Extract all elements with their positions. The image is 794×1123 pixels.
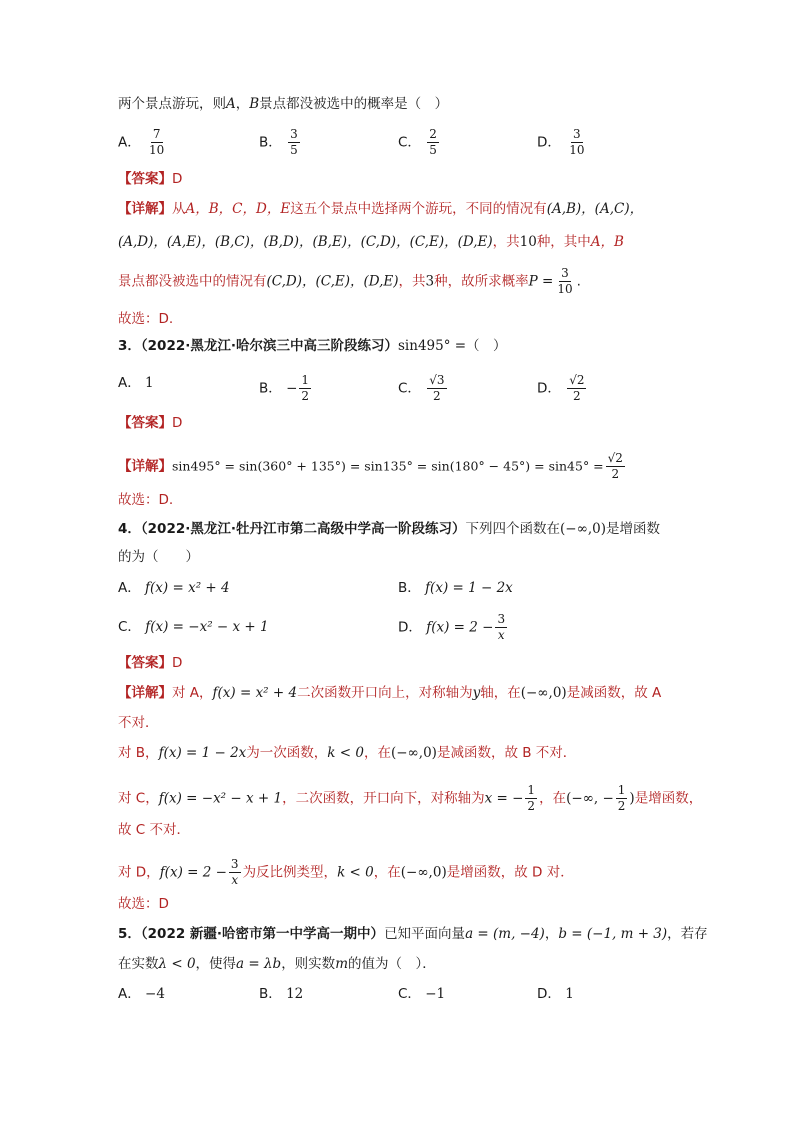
fraction-denominator: 10 (149, 143, 165, 157)
detail-text: 种，故所求概率 (434, 273, 529, 290)
fraction-denominator: 10 (569, 143, 585, 157)
question-source: （2022·黑龙江·牡丹江市第二高级中学高一阶段练习） (140, 521, 466, 537)
detail-interval: ) (629, 790, 635, 807)
q4-option-a (118, 578, 230, 598)
detail-text: 种，其中 (536, 234, 591, 250)
option-fraction (147, 127, 166, 158)
q4-option-b (398, 578, 513, 598)
stem-text: ，若存 (667, 926, 708, 942)
stem-text: 的值为（ ）． (348, 956, 436, 972)
detail-interval: (−∞,0) (390, 745, 437, 761)
question-number: 4． (118, 521, 141, 537)
detail-text: 对 D， (118, 864, 160, 881)
option-letter: C． (398, 134, 421, 151)
detail-number: 10 (519, 234, 537, 250)
detail-text: 景点都没被选中的情况有 (118, 273, 267, 290)
detail-math: y (472, 685, 481, 701)
stem-text: 是增函数 (605, 521, 660, 537)
detail-text: 二次函数开口向上，对称轴为 (297, 685, 473, 701)
q2-option-a (118, 127, 168, 158)
detail-math: P = (528, 273, 554, 290)
detail-text: 这五个景点中选择两个游玩，不同的情况有 (290, 201, 547, 217)
q4-detail-c (118, 783, 702, 814)
detail-fraction (606, 451, 625, 482)
q4-stem-line2: 的为（ ） (118, 549, 199, 565)
fraction-denominator: x (497, 628, 505, 642)
detail-math: f(x) = 2 − (159, 864, 227, 881)
answer-tag: 【答案】 (118, 415, 172, 431)
answer-value: D (172, 415, 183, 431)
q3-answer (118, 413, 182, 433)
question-number: 3． (118, 338, 141, 354)
q5-option-c (398, 984, 445, 1004)
q3-detail (118, 451, 627, 482)
q2-option-d (537, 127, 588, 158)
fraction-numerator: 1 (527, 783, 536, 797)
option-letter: B． (259, 380, 282, 397)
detail-math: f(x) = −x² − x + 1 (158, 790, 283, 807)
q4-option-c (118, 617, 269, 637)
answer-value: D (172, 171, 183, 187)
q2-stem-letter-a: A (226, 96, 236, 112)
fraction-numerator: 7 (152, 127, 161, 141)
stem-text: 下列四个函数在 (465, 521, 560, 537)
option-text: 12 (286, 986, 304, 1002)
stem-text: ， (544, 926, 559, 942)
q2-stem-text-a: 两个景点游玩，则 (118, 96, 226, 112)
q4-answer (118, 653, 182, 673)
q2-answer (118, 169, 182, 189)
q2-option-b (259, 127, 302, 158)
detail-math: k < 0 (337, 864, 374, 881)
option-letter: A． (118, 580, 141, 596)
fraction-numerator: 1 (617, 783, 626, 797)
option-letter: D． (537, 380, 561, 397)
detail-interval: (−∞, − (566, 790, 614, 807)
q2-detail-line1 (118, 199, 643, 219)
detail-text: 是增函数， (634, 790, 703, 807)
stem-text: ，则实数 (281, 956, 336, 972)
q3-option-b (259, 373, 313, 404)
option-letter: B． (259, 134, 282, 151)
option-letter: B． (259, 986, 282, 1002)
detail-text: 是增函数，故 D 对． (446, 864, 574, 881)
option-fraction (288, 127, 300, 158)
q2-option-c (398, 127, 441, 158)
answer-tag: 【答案】 (118, 655, 172, 671)
fraction-numerator: √2 (607, 451, 623, 465)
q5-stem-line2 (118, 954, 436, 974)
fraction-numerator: √2 (569, 373, 585, 387)
stem-text: 在实数 (118, 956, 159, 972)
option-fraction (427, 127, 439, 158)
option-fraction (567, 127, 586, 158)
fraction-denominator: 10 (557, 282, 573, 296)
detail-text: 从 (172, 201, 186, 217)
option-letter: B． (398, 580, 421, 596)
q4-detail-c-cont: 故 C 不对． (118, 822, 191, 838)
detail-text: 对 A， (172, 685, 213, 701)
option-text: f(x) = 1 − 2x (425, 580, 513, 596)
detail-text: ，共 (398, 273, 426, 290)
q2-stem-sep: ， (235, 96, 250, 112)
q5-option-d (537, 984, 574, 1004)
q4-stem-line1 (118, 519, 660, 539)
detail-math: x = − (484, 790, 524, 807)
detail-text: ，在 (363, 745, 391, 761)
option-letter: A． (118, 134, 141, 151)
fraction-numerator: 3 (290, 127, 298, 141)
stem-vector: b = (−1, m + 3) (558, 926, 668, 942)
stem-text: ，使得 (195, 956, 237, 972)
q2-detail-line3: 景点都没被选中的情况有(C,D)，(C,E)，(D,E)，共3种，故所求概率P = $\frac{3}{10}$ . (118, 266, 581, 296)
fraction-denominator: 2 (617, 799, 626, 813)
fraction-numerator: 3 (573, 127, 581, 141)
detail-text: 对 C， (118, 790, 159, 807)
stem-interval: (−∞,0) (560, 521, 606, 537)
q2-stem (118, 94, 448, 114)
detail-interval: (−∞,0) (400, 864, 447, 881)
option-fraction (567, 373, 586, 404)
fraction-numerator: 1 (301, 373, 310, 387)
question-stem: sin495° =（ ） (398, 338, 507, 354)
detail-number: 3 (425, 273, 435, 290)
detail-tag: 【详解】 (118, 201, 172, 217)
fraction-numerator: 3 (497, 612, 506, 626)
question-source: （2022 新疆·哈密市第一中学高一期中） (140, 926, 385, 942)
question-number: 5． (118, 926, 141, 942)
option-letter: A． (118, 986, 141, 1002)
detail-text: 为反比例类型， (242, 864, 338, 881)
option-text: f(x) = 2 − (426, 619, 494, 636)
option-text: 1 (565, 986, 574, 1002)
option-letter: C． (398, 986, 421, 1002)
q4-detail-d (118, 857, 574, 888)
fraction-numerator: 2 (429, 127, 437, 141)
q4-detail-a (118, 683, 661, 703)
option-fraction (427, 373, 446, 404)
option-text: −1 (425, 986, 446, 1002)
q5-stem-line1 (118, 924, 708, 944)
detail-text: ，二次函数，开口向下，对称轴为 (282, 790, 485, 807)
q2-stem-letter-b: B (249, 96, 260, 112)
fraction-denominator: x (231, 873, 239, 887)
detail-letters: A，B (590, 234, 624, 250)
option-letter: D． (537, 134, 561, 151)
q5-option-a (118, 984, 165, 1004)
fraction-numerator: 3 (230, 857, 239, 871)
detail-fraction (229, 857, 241, 888)
detail-fraction (616, 783, 628, 814)
detail-pairs: (C,D)，(C,E)，(D,E) (266, 273, 399, 290)
option-fraction (299, 373, 311, 404)
q3-option-c (398, 373, 449, 404)
detail-interval: (−∞,0) (520, 685, 567, 701)
stem-math: λ < 0 (158, 956, 196, 972)
fraction-denominator: 2 (527, 799, 536, 813)
detail-text: 为一次函数， (246, 745, 328, 761)
fraction-denominator: 2 (433, 389, 441, 403)
detail-fraction (525, 783, 537, 814)
detail-pairs: (A,D)，(A,E)，(B,C)，(B,D)，(B,E)，(C,D)，(C,E)，(D,E) (118, 234, 493, 250)
fraction-numerator: 3 (561, 266, 569, 280)
detail-text: ，在 (373, 864, 401, 881)
stem-vector: a = (m, −4) (465, 926, 545, 942)
fraction-denominator: 2 (301, 389, 310, 403)
detail-math: k < 0 (327, 745, 364, 761)
option-text: f(x) = −x² − x + 1 (145, 619, 269, 635)
q3-stem (118, 336, 507, 356)
q2-stem-text-b: 景点都没被选中的概率是（ ） (259, 96, 449, 112)
fraction-denominator: 2 (573, 389, 581, 403)
detail-pairs: (A,B)，(A,C)， (546, 201, 644, 217)
q4-detail-a-cont: 不对． (118, 715, 159, 731)
detail-text: 对 B， (118, 745, 159, 761)
option-letter: D． (398, 619, 422, 636)
stem-math: m (335, 956, 348, 972)
option-letter: D． (537, 986, 561, 1002)
option-letter: C． (398, 380, 421, 397)
option-letter: C． (118, 619, 141, 635)
question-source: （2022·黑龙江·哈尔滨三中高三阶段练习） (140, 338, 398, 354)
detail-text: 是减函数，故 B 不对． (436, 745, 577, 761)
detail-math: f(x) = 1 − 2x (158, 745, 247, 761)
q4-conclusion: 故选：D (118, 896, 169, 912)
detail-text: ，在 (539, 790, 567, 807)
detail-math: sin495° = sin(360° + 135°) = sin135° = sin(180° − 45°) = sin45° = (172, 458, 604, 474)
q2-detail-line2 (118, 232, 624, 252)
option-text: 1 (145, 375, 154, 391)
detail-fraction (555, 266, 574, 297)
detail-math: f(x) = x² + 4 (212, 685, 298, 701)
detail-letters: A，B，C，D，E (185, 201, 291, 217)
option-letter: A． (118, 375, 141, 391)
answer-tag: 【答案】 (118, 171, 172, 187)
detail-text: 是减函数，故 A (566, 685, 662, 701)
fraction-denominator: 5 (290, 143, 298, 157)
stem-text: 已知平面向量 (384, 926, 466, 942)
detail-tag: 【详解】 (118, 458, 172, 475)
fraction-denominator: 2 (611, 467, 620, 481)
detail-text: 轴，在 (480, 685, 521, 701)
q2-conclusion: 故选：D. (118, 311, 174, 327)
fraction-numerator: √3 (429, 373, 445, 387)
detail-tag: 【详解】 (118, 685, 172, 701)
option-text: −4 (145, 986, 165, 1002)
option-sign: − (286, 380, 298, 397)
option-text: f(x) = x² + 4 (145, 580, 230, 596)
q3-option-a (118, 373, 154, 393)
option-fraction (495, 612, 507, 643)
stem-math: a = λb (236, 956, 282, 972)
q3-conclusion: 故选：D. (118, 492, 174, 508)
answer-value: D (172, 655, 183, 671)
q4-option-d (398, 612, 509, 643)
fraction-denominator: 5 (429, 143, 437, 157)
q5-option-b (259, 984, 303, 1004)
detail-text: ，共 (492, 234, 520, 250)
q3-option-d (537, 373, 588, 404)
q4-detail-b (118, 743, 576, 763)
